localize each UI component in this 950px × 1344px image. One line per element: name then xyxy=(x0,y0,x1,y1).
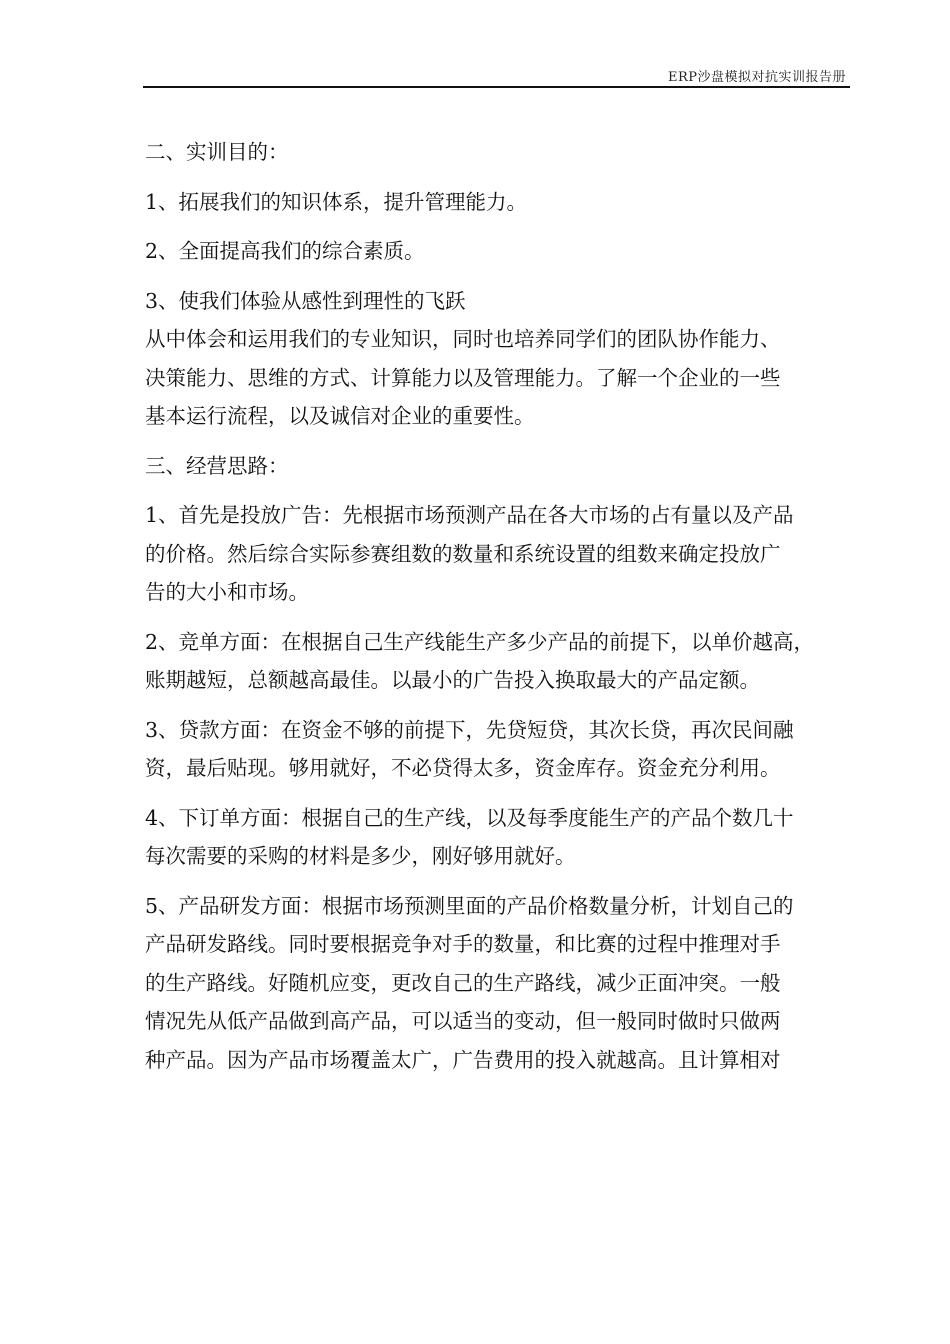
text-line: 账期越短，总额越高最佳。以最小的广告投入换取最大的产品定额。 xyxy=(145,668,760,692)
text-line: 种产品。因为产品市场覆盖太广，广告费用的投入就越高。且计算相对 xyxy=(145,1047,781,1072)
goal-item-3 xyxy=(145,282,851,436)
text-line: 1、首先是投放广告：先根据市场预测产品在各大市场的占有量以及产品 xyxy=(145,503,794,527)
goal-item-2 xyxy=(145,232,851,271)
text-line: 产品研发路线。同时要根据竞争对手的数量，和比赛的过程中推理对手 xyxy=(145,932,781,956)
text-line: 决策能力、思维的方式、计算能力以及管理能力。了解一个企业的一些 xyxy=(145,365,781,390)
section-heading-business-strategy xyxy=(145,447,851,486)
text-line: 3、使我们体验从感性到理性的飞跃 xyxy=(145,288,466,313)
text-line: 5、产品研发方面：根据市场预测里面的产品价格数量分析，计划自己的 xyxy=(145,893,794,918)
strategy-item-3 xyxy=(145,711,851,788)
strategy-item-2 xyxy=(145,623,851,700)
text-line: 3、贷款方面：在资金不够的前提下，先贷短贷，其次长贷，再次民间融 xyxy=(145,717,794,742)
strategy-item-5 xyxy=(145,887,851,1080)
header-rule xyxy=(143,86,850,88)
text-line: 二、实训目的： xyxy=(145,140,289,164)
running-header-title: ERP沙盘模拟对抗实训报告册 xyxy=(667,70,846,85)
text-line: 4、下订单方面：根据自己的生产线，以及每季度能生产的产品个数几十 xyxy=(145,805,794,830)
text-line: 的价格。然后综合实际参赛组数的数量和系统设置的组数来确定投放广 xyxy=(145,541,781,566)
text-line: 三、经营思路： xyxy=(145,453,289,478)
text-line: 2、全面提高我们的综合素质。 xyxy=(145,239,425,263)
goal-item-1 xyxy=(145,183,851,222)
text-line: 的生产路线。好随机应变，更改自己的生产路线，减少正面冲突。一般 xyxy=(145,970,781,995)
document-body xyxy=(145,133,851,1079)
text-line: 情况先从低产品做到高产品，可以适当的变动，但一般同时做时只做两 xyxy=(145,1009,781,1033)
text-line: 2、竞单方面：在根据自己生产线能生产多少产品的前提下，以单价越高， xyxy=(145,629,815,654)
strategy-item-4 xyxy=(145,799,851,876)
strategy-item-1 xyxy=(145,496,851,612)
text-line: 告的大小和市场。 xyxy=(145,580,309,604)
text-line: 每次需要的采购的材料是多少，刚好够用就好。 xyxy=(145,844,576,868)
text-line: 资，最后贴现。够用就好，不必贷得太多，资金库存。资金充分利用。 xyxy=(145,756,781,780)
section-heading-training-goals xyxy=(145,133,851,172)
text-line: 基本运行流程，以及诚信对企业的重要性。 xyxy=(145,404,535,428)
text-line: 1、拓展我们的知识体系，提升管理能力。 xyxy=(145,189,528,214)
text-line: 从中体会和运用我们的专业知识，同时也培养同学们的团队协作能力、 xyxy=(145,327,781,351)
